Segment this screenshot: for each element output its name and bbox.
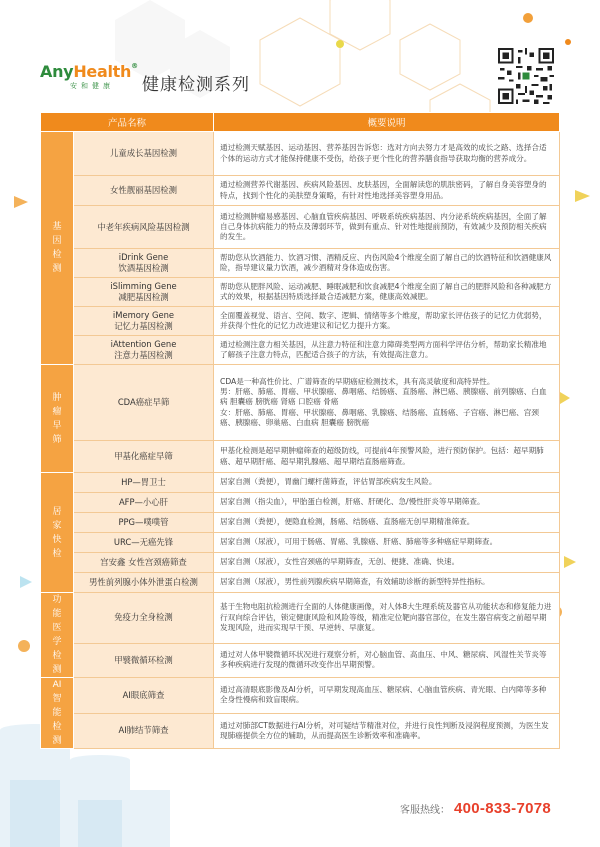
product-description (214, 713, 560, 749)
product-name (74, 365, 214, 441)
product-name-line: 甲襞微循环检测 (114, 654, 173, 665)
description-line: 居家自测（尿液），可用于肠癌、胃癌、乳腺癌、肝癌、肺癌等多种癌症早期筛查。 (220, 537, 498, 547)
product-description (214, 249, 560, 278)
product-name-line: 宫安鑫 女性宫颈癌筛查 (100, 557, 187, 567)
logo-text-any: Any (40, 62, 74, 81)
description-line: 居家自测（尿液），女性宫颈癌的早期筛查，无创、便捷、准确、快速。 (220, 557, 460, 567)
qr-code-icon (496, 46, 556, 106)
logo-text-health: Health (73, 62, 132, 81)
description-line: 基于生物电阻抗检测进行全面的人体健康画像，对人体8大生理系统及器官从功能状态和修复能力进行双向综合评估，锁定健康风险和风险等级，精准定位靶向器官部位，在发生器官病变之前超早期发现风险，进而实现早干预、早逆转、早康复。 (220, 602, 552, 632)
category-label: 基因检测 (41, 132, 74, 365)
description-line: 居家自测（粪便），胃幽门螺杆菌筛查，评估胃部疾病发生风险。 (220, 477, 437, 487)
header (0, 0, 600, 112)
product-name-line: URC—无癌先锋 (113, 537, 174, 547)
product-description (214, 553, 560, 573)
table-row (41, 278, 560, 307)
table-row (41, 513, 560, 533)
table-row (41, 336, 560, 365)
product-name (74, 132, 214, 176)
hotline-number[interactable]: 400-833-7078 (454, 800, 552, 817)
product-name (74, 176, 214, 206)
table-row (41, 573, 560, 593)
description-line: 通过检测营养代谢基因、疾病风险基因、皮肤基因，全面解读您的肌肤密码，了解自身美容塑身的特点，找到个性化的美肤塑身策略，有针对性地选择美容塑身用品。 (220, 180, 547, 200)
product-name (74, 513, 214, 533)
logo-tm: ® (131, 62, 138, 70)
product-name-line: 减肥基因检测 (118, 292, 169, 302)
table-row (41, 593, 560, 644)
product-description (214, 473, 560, 493)
product-name-line: iSlimming Gene (110, 281, 177, 291)
product-name-line: 中老年疾病风险基因检测 (97, 221, 190, 232)
logo-wordmark (40, 62, 138, 81)
product-name-line: 饮酒基因检测 (118, 263, 169, 273)
product-name-line: 女性靓丽基因检测 (110, 185, 177, 195)
product-name-line: 免疫力全身检测 (114, 612, 173, 623)
description-line: 通过检测注意力相关基因，从注意力特征和注意力障碍类型两方面科学评估分析，帮助家长精准地了解孩子注意力特点，匹配适合孩子的方法，有效提高注意力。 (220, 339, 547, 359)
table-body (41, 132, 560, 749)
product-description (214, 278, 560, 307)
product-name-line: AFP—小心肝 (118, 497, 169, 507)
table-header-row (41, 113, 560, 132)
product-name-line: 记忆力基因检测 (114, 321, 173, 331)
product-description (214, 643, 560, 677)
product-name-line: iMemory Gene (112, 310, 175, 320)
hotline (400, 798, 551, 817)
product-table-container (40, 112, 559, 749)
hotline-label: 客服热线： (400, 805, 450, 816)
description-line: 帮助您从肥胖风险、运动减肥、睡眠减肥和饮食减肥4个维度全面了解自己的肥胖风险和各种减肥方式的效果，根据基因特质选择最合适减肥方案，健康高效减肥。 (220, 281, 552, 301)
description-line: 居家自测（尿液），男性前列腺疾病早期筛查，有效辅助诊断的新型特异性指标。 (220, 577, 490, 587)
product-description (214, 206, 560, 249)
product-name (74, 713, 214, 749)
brand-logo (40, 62, 138, 98)
product-description (214, 513, 560, 533)
table-row (41, 176, 560, 206)
description-line: 通过检测天赋基因、运动基因、营养基因告诉您：选对方向去努力才是高效的成长之路、选择合适个体的运动方式才能保持健康不受伤，给孩子更个性化的营养膳食指导获取均衡的营养成分。 (220, 143, 547, 163)
product-name-line: 男性前列腺小体外泄蛋白检测 (89, 577, 198, 587)
product-description (214, 336, 560, 365)
table-row (41, 493, 560, 513)
description-line: 男：肝癌、肺癌、胃癌、甲状腺癌、鼻咽癌、结肠癌、直肠癌、淋巴癌、胰腺癌、前列腺癌、白血病 胆囊癌 膀胱癌 肾癌 口腔癌 骨癌 (220, 387, 547, 407)
product-name-line: AI肺结节筛查 (118, 725, 169, 736)
product-name-line: 注意力基因检测 (114, 350, 173, 360)
product-name (74, 643, 214, 677)
description-line: 帮助您从饮酒能力、饮酒习惯、酒精反应、内伤风险4个维度全面了解自己的饮酒特征和饮酒健康风险，指导建议量力饮酒，减少酒精对身体造成伤害。 (220, 252, 552, 272)
product-name (74, 249, 214, 278)
product-description (214, 176, 560, 206)
product-name (74, 473, 214, 493)
table-row (41, 713, 560, 749)
table-row (41, 132, 560, 176)
product-name (74, 493, 214, 513)
category-label: 肿瘤早筛 (41, 365, 74, 473)
product-name-line: 儿童成长基因检测 (110, 148, 177, 158)
product-name-line: CDA癌症早筛 (117, 397, 170, 407)
product-table (40, 112, 560, 749)
table-row (41, 553, 560, 573)
product-description (214, 573, 560, 593)
description-line: 通过检测肿瘤易感基因、心脑血管疾病基因、呼吸系统疾病基因、内分泌系统疾病基因，全面了解自己身体抗病能力的特点及薄弱环节，做到有重点、针对性地提前预防，有效减少及预防相关疾病的发生。 (220, 211, 547, 242)
product-name-line: iDrink Gene (118, 252, 169, 262)
product-name (74, 593, 214, 644)
table-row (41, 678, 560, 714)
product-name (74, 678, 214, 714)
header-summary: 概要说明 (214, 113, 560, 132)
description-line: 通过对人体甲襞微循环状况进行观察分析，对心脑血管、高血压、中风、糖尿病、风湿性关节炎等多种疾病进行发现的微循环改变作出早期预警。 (220, 650, 547, 670)
description-line: 通过高清眼底影像及AI分析，可早期发现高血压、糖尿病、心脑血管疾病、青光眼、白内障等多种全身性慢病和致盲眼病。 (220, 685, 547, 705)
table-row (41, 365, 560, 441)
product-description (214, 132, 560, 176)
page-title: 健康检测系列 (142, 75, 250, 95)
table-row (41, 533, 560, 553)
table-row (41, 307, 560, 336)
category-label: 功能医学检测 (41, 593, 74, 678)
product-name-line: PPG—噗噗管 (118, 517, 169, 527)
product-name (74, 573, 214, 593)
product-name (74, 533, 214, 553)
product-name (74, 441, 214, 473)
table-row (41, 441, 560, 473)
table-row (41, 643, 560, 677)
product-name (74, 278, 214, 307)
category-label: 居家快检 (41, 473, 74, 593)
product-name-line: iAttention Gene (110, 339, 177, 349)
category-label: AI智能检测 (41, 678, 74, 749)
table-row (41, 473, 560, 493)
product-name-line: HP—胃卫士 (121, 477, 166, 487)
product-description (214, 593, 560, 644)
table-row (41, 206, 560, 249)
header-product-name: 产品名称 (41, 113, 214, 132)
product-name (74, 553, 214, 573)
product-description (214, 533, 560, 553)
product-description (214, 493, 560, 513)
product-name-line: AI眼底筛查 (122, 689, 165, 700)
product-description (214, 441, 560, 473)
description-line: 居家自测（指尖血），甲胎蛋白检测，肝癌、肝硬化、急/慢性肝炎等早期筛查。 (220, 497, 485, 507)
description-line: CDA是一种高性价比、广谱筛查的早期癌症检测技术，具有高灵敏度和高特异性。 (220, 376, 495, 386)
product-description (214, 365, 560, 441)
description-line: 全面覆盖视觉、语言、空间、数字、逻辑、情绪等多个维度，帮助家长评估孩子的记忆力优弱势，并获得个性化的记忆力改进建议和记忆力提升方案。 (220, 310, 547, 330)
logo-subtitle: 安和健康 (70, 82, 114, 90)
description-line: 女：肝癌、肺癌、胃癌、甲状腺癌、鼻咽癌、乳腺癌、结肠癌、直肠癌、子宫癌、淋巴癌、宫颈癌、胰腺癌、卵巢癌、白血病 胆囊癌 膀胱癌 (220, 407, 539, 427)
product-name (74, 307, 214, 336)
description-line: 通过对肺部CT数据进行AI分析，对可疑结节精准对位，并进行良性判断及浸润程度预测，为医生发现肺癌提供全方位的辅助，从而提高医生诊断效率和准确率。 (220, 720, 549, 740)
product-name (74, 206, 214, 249)
product-description (214, 307, 560, 336)
table-row (41, 249, 560, 278)
product-description (214, 678, 560, 714)
description-line: 甲基化检测是超早期肿瘤筛查的超级防线，可提前4年预警风险，进行预防保护。包括：超早期肺癌、超早期肝癌、超早期乳腺癌、超早期结直肠癌筛查。 (220, 446, 544, 466)
product-name-line: 甲基化癌症早筛 (114, 451, 173, 461)
product-name (74, 336, 214, 365)
description-line: 居家自测（粪便），便隐血检测，肠癌、结肠癌、直肠癌无创早期精准筛查。 (220, 517, 475, 527)
